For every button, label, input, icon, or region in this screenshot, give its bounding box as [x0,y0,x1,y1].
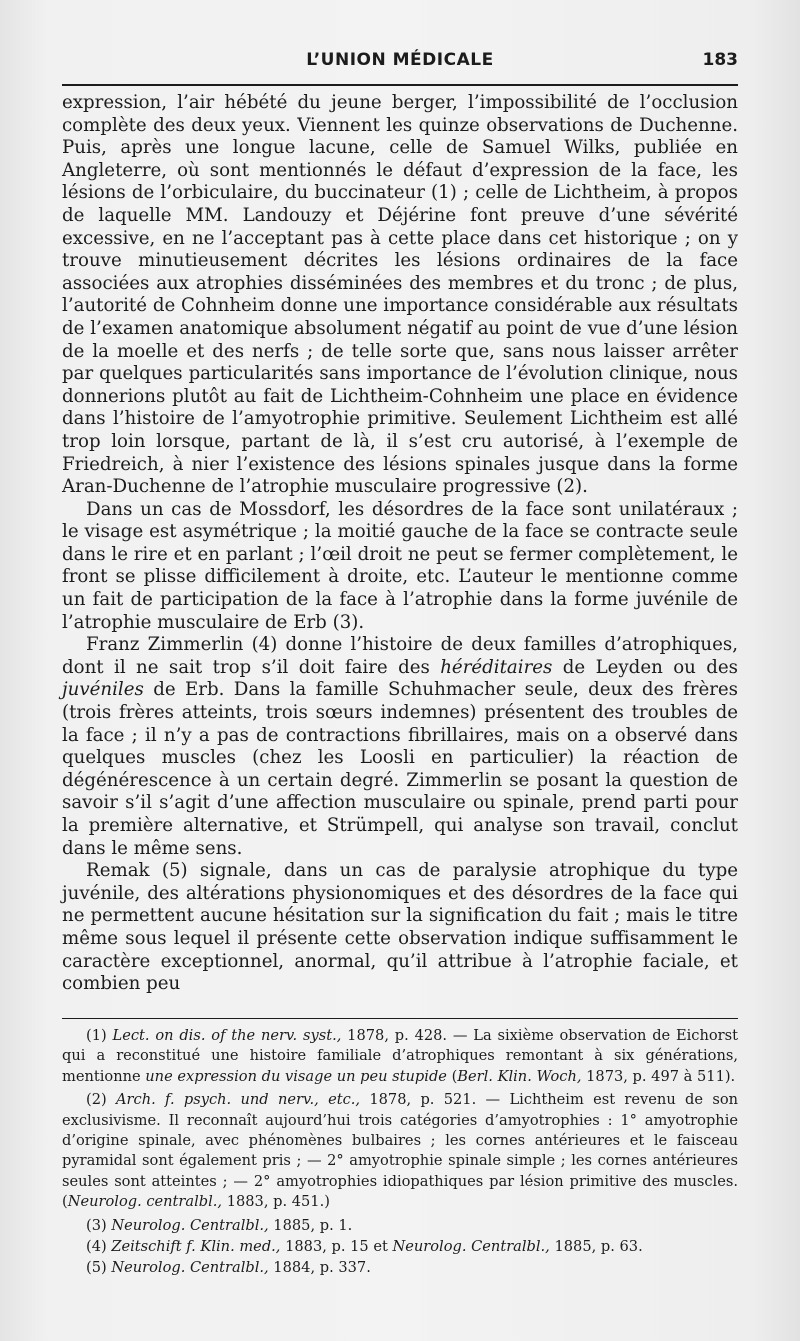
footnote-4-ref-a: Zeitschift f. Klin. med., [111,1238,281,1256]
footnote-1 [62,1026,738,1087]
footnote-4-text-b: 1885, p. 63. [549,1238,643,1256]
footnote-3-ref: Neurolog. Centralbl., [111,1216,269,1234]
footnote-1-quote: une expression du visage un peu stupide [145,1067,447,1085]
footnote-1-number: (1) [86,1027,107,1044]
footnote-3 [62,1216,738,1236]
footnote-2-text-a: 1878, p. 521. — Lichtheim est revenu de son exclusivisme. Il reconnaît aujourd’hui trois catégories d’amyotrophies : 1° amyotrophie d’origine spinale, avec phénomènes bulbaires ; les cornes antérieures et le faisceau pyramidal sont également pris ; — 2° amyotrophie spinale simple ; les cornes antérieures seules sont atteintes ; — 2° amyotrophies idiopathiques par lésion primitive des muscles. ( [62,1091,739,1211]
footnote-2 [62,1090,738,1212]
term-hereditaires: héréditaires [440,656,553,678]
footnote-5-text: 1884, p. 337. [268,1259,371,1277]
footnote-1-ref-a: Lect. on dis. of the nerv. syst., [112,1027,342,1044]
footnote-4 [62,1237,738,1257]
footnotes [62,1026,738,1280]
footnote-1-text-b: ( [446,1067,458,1085]
footnote-3-number: (3) [86,1216,107,1234]
paragraph-1: expression, l’air hébété du jeune berger, l’impossibilité de l’occlusion complète des deux yeux. Viennent les quinze observations de Duchenne. Puis, après une longue lacune, celle de Samuel Wilks, publiée en Angleterre, où sont mentionnés le défaut d’expression de la face, les lésions de l’orbiculaire, du buccinateur (1) ; celle de Lichtheim, à propos de laquelle MM. Landouzy et Déjérine font preuve d’une sévérité excessive, en ne l’acceptant pas à cette place dans cet historique ; on y trouve minutieusement décrites les lésions ordinaires de la face associées aux atrophies disséminées des membres et du tronc ; de plus, l’autorité de Cohnheim donne une importance considérable aux résultats de l’examen anatomique absolument négatif au point de vue d’une lésion de la moelle et des nerfs ; de telle sorte que, sans nous laisser arrêter par quelques particularités sans importance de l’évolution clinique, nous donnerions plutôt au fait de Lichtheim-Cohnheim une place en évidence dans l’histoire de l’amyotrophie primitive. Seulement Lichtheim est allé trop loin lorsque, partant de là, il s’est cru autorisé, à l’exemple de Friedreich, à nier l’existence des lésions spinales jusque dans la forme Aran-Duchenne de l’atrophie musculaire progressive (2). [62,92,738,498]
paragraph-2: Dans un cas de Mossdorf, les désordres de la face sont unilatéraux ; le visage est asymétrique ; la moitié gauche de la face se contracte seule dans le rire et en parlant ; l’œil droit ne peut se fermer complètement, le front se plisse difficilement à droite, etc. L’auteur le mentionne comme un fait de participation de la face à l’atrophie dans la forme juvénile de l’atrophie musculaire de Erb (3). [62,498,738,633]
footnote-1-text-a: 1878, p. 428. — La sixième observation de Eichorst qui a reconstitué une histoire familiale d’atrophiques remontant à six générations, mentionne [62,1027,738,1085]
footnote-2-ref-a: Arch. f. psych. und nerv., etc., [116,1091,361,1109]
footnote-1-text-c: 1873, p. 497 à 511). [581,1067,736,1085]
footnote-5 [62,1258,738,1278]
footnote-4-ref-b: Neurolog. Centralbl., [392,1238,550,1256]
footnote-4-number: (4) [86,1238,107,1256]
main-text [62,92,738,996]
paragraph-3 [62,634,738,860]
page-header [62,46,738,76]
footnote-5-ref: Neurolog. Centralbl., [111,1259,269,1277]
footnote-4-text-a: 1883, p. 15 et [280,1238,393,1256]
paragraph-4: Remak (5) signale, dans un cas de paralysie atrophique du type juvénile, des altérations physionomiques et des désordres de la face qui ne permettent aucune hésitation sur la signification du fait ; mais le titre même sous lequel il présente cette observation indique suffisamment le caractère exceptionnel, anormal, qu’il attribue à l’atrophie faciale, et combien peu [62,860,738,995]
paragraph-3-part-a: Franz Zimmerlin (4) donne l’histoire de deux familles d’atrophiques, dont il ne sait trop s’il doit faire des [62,634,738,678]
page-number: 183 [702,50,738,70]
footnote-2-text-b: 1883, p. 451.) [222,1193,330,1211]
footnote-2-ref-b: Neurolog. centralbl., [67,1193,223,1211]
footnote-1-ref-b: Berl. Klin. Woch, [457,1067,582,1085]
footnote-2-number: (2) [86,1091,107,1109]
footnote-rule [62,1018,738,1019]
footnote-5-number: (5) [86,1259,107,1277]
paragraph-3-part-b: de Leyden ou des [552,656,738,678]
header-rule [62,84,738,86]
running-title: L’UNION MÉDICALE [306,50,494,70]
footnote-3-text: 1885, p. 1. [268,1216,353,1234]
paragraph-3-part-c: de Erb. Dans la famille Schuhmacher seule, deux des frères (trois frères atteints, trois sœurs indemnes) présentent des troubles de la face ; il n’y a pas de contractions fibrillaires, mais on a observé dans quelques muscles (chez les Loosli en particulier) la réaction de dégénérescence à un certain degré. Zimmerlin se posant la question de savoir s’il s’agit d’une affection musculaire ou spinale, prend parti pour la première alternative, et Strümpell, qui analyse son travail, conclut dans le même sens. [62,679,738,859]
term-juveniles: juvéniles [62,679,144,701]
